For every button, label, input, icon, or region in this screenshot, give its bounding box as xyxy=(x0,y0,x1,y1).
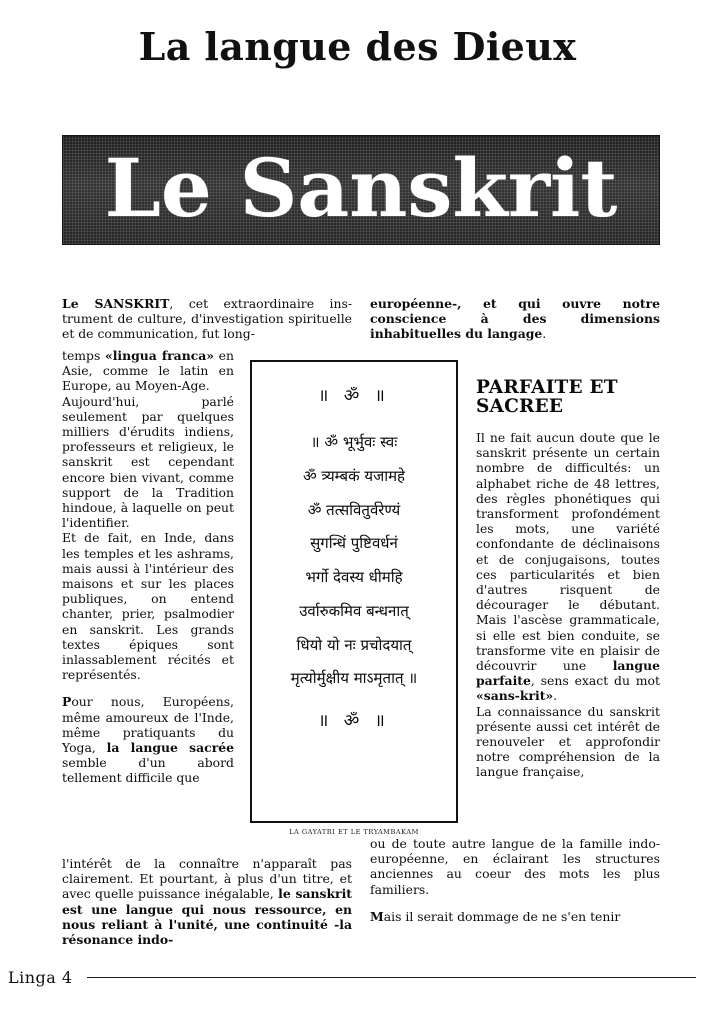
intro-lead: Le SANSKRIT xyxy=(62,296,170,311)
bottom-left-block xyxy=(62,856,352,947)
bottom-right-block xyxy=(370,836,660,924)
mantra-line: भर्गो देवस्य धीमहि xyxy=(305,568,403,586)
paragraph-famille-indo-europeenne: ou de toute autre langue de la famille indo-européenne, en éclairant les structures anciennes au coeur des mots les plus familiers. xyxy=(370,836,660,897)
footer-divider xyxy=(87,977,696,979)
top-text-strip xyxy=(62,296,660,342)
difficultes-end: . xyxy=(553,688,558,704)
column-three-text xyxy=(476,430,660,780)
mantra-line: सुगन्धिं पुष्टिवर्धनं xyxy=(310,534,398,553)
paragraph-connaissance: La connaissance du sanskrit présente aussi cet intérêt de renouveler et approfondir notre compréhension de la langue française, xyxy=(476,703,660,780)
paragraph-interet xyxy=(62,856,352,947)
masthead-banner xyxy=(62,135,660,245)
mantra-line: मृत्योर्मुक्षीय माऽमृतात् ॥ xyxy=(290,669,418,688)
intro-continuation-bold: européenne-, et qui ouvre notre conscience à des dimensions inhabituelles du langage xyxy=(370,296,660,342)
paragraph-aujourdhui: Aujourd'hui, parlé seulement par quelques milliers d'érudits indiens, professeurs et religieux, le sanskrit est cependant encore bien vivant, comme support de la Tradition hindoue, à laquelle on peut l'identifier. xyxy=(62,393,234,531)
mantra-line: ॐ तत्सवितुर्वरेण्यं xyxy=(307,500,401,519)
mantra-line: धियो यो नः प्रचोदयात् xyxy=(296,635,412,654)
mantra-line: ॥ ॐ भूर्भुवः स्वः xyxy=(310,433,398,451)
gayatri-image-frame xyxy=(250,360,458,823)
column-left-intro xyxy=(62,296,352,342)
page-footer xyxy=(8,968,708,987)
paragraph-difficultes xyxy=(476,430,660,704)
column-one xyxy=(62,348,234,786)
langue-sacree-term: la langue sacrée xyxy=(106,740,234,756)
pour-nous-a: our nous, Européens, même amoureux de l'Inde, même pratiquants du Yoga, xyxy=(62,694,234,756)
langue-parfaite-term: langue parfaite xyxy=(476,658,660,689)
paragraph-spacer xyxy=(370,897,660,909)
masthead-title: Le Sanskrit xyxy=(104,141,618,235)
pour-nous-b: semble d'un abord tellement difficile que xyxy=(62,755,234,786)
column-three xyxy=(476,348,660,780)
paragraph-mais-il-serait xyxy=(370,909,660,924)
mantra-line: ॐ त्र्यम्बकं यजामहे xyxy=(302,466,406,485)
sanskrit-term: «sans-krit» xyxy=(476,688,554,704)
middle-band xyxy=(62,348,660,838)
om-symbol-bottom: ॥ ॐ ॥ xyxy=(318,711,390,731)
figure-caption: LA GAYATRI ET LE TRYAMBAKAM xyxy=(289,828,419,836)
lingua-prefix: temps xyxy=(62,348,105,363)
pour-nous-dropcap: P xyxy=(62,694,72,710)
intro-paragraph xyxy=(62,296,352,342)
page-title: La langue des Dieux xyxy=(138,24,577,69)
paragraph-et-de-fait: Et de fait, en Inde, dans les temples et les ashrams, mais aussi à l'intérieur des maisons et sur les places publiques, on entend chanter, prier, psalmodier en sanskrit. Les grands textes épiques sont inlassablement récités et représentés. xyxy=(62,530,234,683)
column-right-intro xyxy=(370,296,660,342)
ressource-bold-text: le sanskrit est une langue qui nous ressource, en nous reliant à l'unité, une continuité -la résonance indo- xyxy=(62,886,353,948)
paragraph-lingua-franca xyxy=(62,348,234,394)
mantra-lines xyxy=(260,435,448,687)
difficultes-a: Il ne fait aucun doute que le sanskrit présente un certain nombre de difficultés: un alphabet riche de 48 lettres, des règles phonétiques qui transforment profondément les mots, une variété confondante de déclinaisons et de conjugaisons, toutes ces particularités et bien d'autres risquent de décourager le débutant. Mais l'ascèse grammaticale, si elle est bien conduite, se transforme vite en plaisir de découvrir une xyxy=(476,430,660,674)
paragraph-pour-nous xyxy=(62,694,234,785)
section-subheading: PARFAITE ET SACREE xyxy=(476,377,618,417)
mais-text: ais il serait dommage de ne s'en tenir xyxy=(383,908,621,924)
mantra-line: उर्वारुकमिव बन्धनात् xyxy=(299,601,409,620)
intro-continuation xyxy=(370,296,660,342)
mais-dropcap: M xyxy=(370,908,384,924)
footer-page-label: Linga 4 xyxy=(8,968,73,987)
intro-rest: , cet extraordinaire ins-trument de culture, d'investigation spirituelle et de communication, fut long- xyxy=(62,296,353,342)
gayatri-figure xyxy=(250,360,458,836)
lingua-suffix: en Asie, comme le latin en Europe, au Moyen-Age. xyxy=(62,348,234,394)
om-symbol-top: ॥ ॐ ॥ xyxy=(318,386,390,406)
intro-continuation-tail: . xyxy=(542,326,547,342)
interet-text: l'intérêt de la connaître n'apparaît pas clairement. Et pourtant, à plus d'un titre, et avec quelle puissance inégalable, xyxy=(62,856,352,902)
paragraph-spacer xyxy=(62,682,234,694)
difficultes-mid: , sens exact du mot xyxy=(530,673,660,689)
lingua-franca-term: «lingua franca» xyxy=(104,348,215,363)
